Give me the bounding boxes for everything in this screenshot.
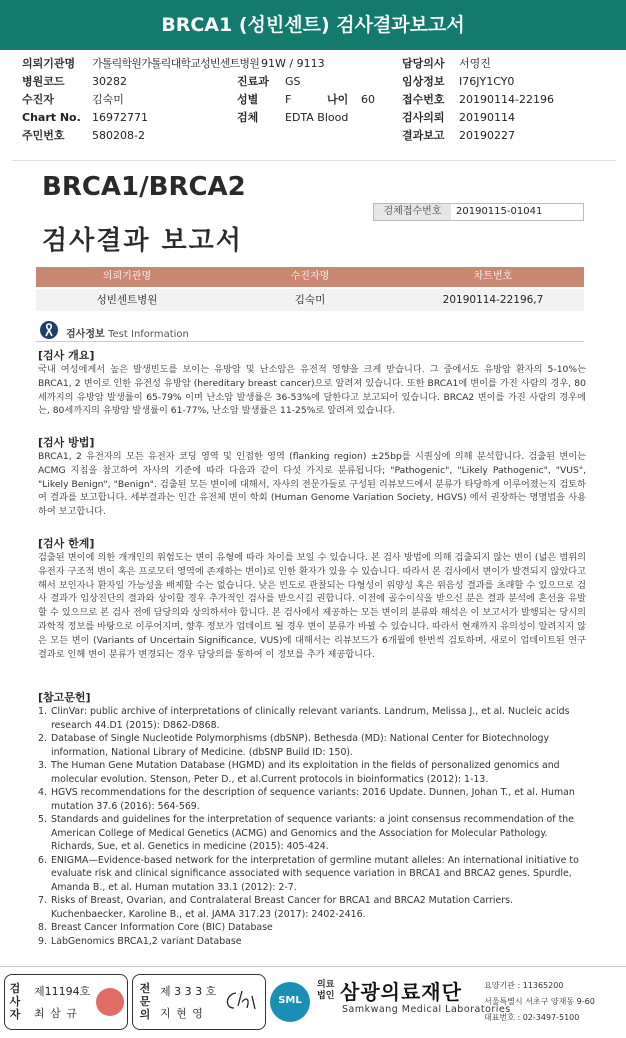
value-doctor: 서영진 (459, 57, 491, 70)
reference-item: 9. LabGenomics BRCA1,2 variant Database (38, 935, 242, 947)
corp-tag: 의료 법인 (317, 980, 335, 1001)
label: 접수번호 (402, 93, 445, 106)
lab-logo (270, 982, 310, 1022)
cell-chart: 20190114-22196,7 (442, 294, 544, 306)
report-title: BRCA1 (성빈센트) 검사결과보고서 (0, 0, 626, 50)
section-divider (36, 341, 584, 342)
specialist-name: 지 현 영 (160, 1007, 204, 1020)
value-institution: 가톨릭학원가톨릭대학교성빈센트병원 (92, 57, 260, 70)
value-report-date: 20190227 (459, 129, 515, 142)
specimen-number: 20190115-01041 (456, 206, 543, 217)
value-age: 60 (361, 93, 375, 106)
value-request-date: 20190114 (459, 111, 515, 124)
references-list (38, 705, 586, 948)
label: 검사의뢰 (402, 111, 445, 124)
logo-text: SML (278, 995, 302, 1006)
value-chart-no: 16972771 (92, 111, 148, 124)
limit-text: 검출된 변이에 의한 개개인의 위험도는 변이 유형에 따라 차이를 보일 수 있습니다. 본 검사 방법에 의해 검출되지 않는 변이 (넓은 범위의 유전자 구조적 변이 혹은 프로모터 영역에 존재하는 변이)로 인한 환자가 있을 수 있습니다. 따라서 본 검사에서 변이가 발견되지 않았다고 해서 보인자나 환자일 가능성을 배제할 수는 없습니다. 낮은 빈도로 관찰되는 다형성이 위양성 혹은 위음성 결과를 초래할 수 있으므로 검사 결과가 임상진단의 결과와 상이할 경우 추가적인 검사를 받으시길 권합니다. 이전에 골수이식을 받으신 분은 결과 분석에 혼선을 유발할 수 있으므로 본 검사 전에 담당의와 상의하셔야 합니다. 본 검사에서 제공하는 모든 변이의 분류와 해석은 이 보고서가 발행되는 당시의 과학적 정보를 바탕으로 이루어지며, 향후 정보가 업데이트 될 경우 변이 분류가 바뀔 수 있습니다. 따라서 현재까지 유의성이 알려지지 않은 모든 변이 (Variants of Uncertain Significance, VUS)에 대해서는 리뷰보드가 6개월에 한번씩 검토하며, 새로이 업데이트된 연구 결과로 인해 변이 분류가 변경되는 경우 담당의를 통하여 이 정보를 추가 제공합니다. (38, 552, 586, 660)
cell-institution: 성빈센트병원 (96, 294, 158, 306)
info-table-row (36, 289, 584, 311)
reference-item: 5. Standards and guidelines for the interpretation of sequence variants: a joint consensus recommendation of the American College of Medical Genetics (ACMG) and Genomics and the Association for Molecular Pathology. Richards, Sue, et al. Genetics in medicine (2015): 405-424. (38, 814, 574, 852)
col-institution: 의뢰기관명 (102, 271, 152, 282)
specimen-label: 검체접수번호 (374, 204, 451, 220)
lab-info (484, 978, 595, 1026)
overview-text: 국내 여성에게서 높은 발생빈도를 보이는 유방암 및 난소암은 유전적 영향을 크게 받습니다. 그 중에서도 유방암 환자의 5-10%는 BRCA1, 2 변이로 인한 유전성 유방암 (hereditary breast cancer)으로 알려져 있습니다. 또한 BRCA1에 변이를 가진 사람의 경우, 80세까지의 유방암 발생률이 65-79% 이며 난소암 발생률은 36-53%에 달한다고 보고되어 있습니다. BRCA2 변이를 가진 사람의 경우에는, 80세까지의 유방암 발생률이 61-77%, 난소암 발생률은 11-25%로 알려져 있습니다. (38, 364, 586, 417)
value-specimen: EDTA Blood (285, 111, 349, 124)
value-clinical-info: I76JY1CY0 (459, 75, 515, 88)
reference-item: 6. ENIGMA—Evidence-based network for the interpretation of germline mutant alleles: An international initiative to evaluate risk and clinical significance associated with sequence variation in BRCA1 and BRCA2 genes. Spurdle, Amanda B., et al. Human mutation 33.1 (2012): 2-7. (38, 854, 579, 893)
cell-patient: 김숙미 (294, 294, 326, 306)
reference-item: 4. HGVS recommendations for the description of sequence variants: 2016 Update. Dunnen, Johan T., et al. Human mutation 37.6 (2016): 564-569. (38, 787, 575, 812)
value-ward: 91W / 9113 (261, 57, 325, 70)
report-heading-title: 검사결과 보고서 (42, 226, 243, 256)
label: 담당의사 (402, 57, 445, 70)
value-sex: F (285, 93, 292, 106)
label: 수진자 (22, 93, 54, 106)
lab-name: 삼광의료재단 (340, 980, 462, 1004)
label: 임상정보 (402, 75, 445, 88)
label: Chart No. (22, 111, 81, 124)
label: 성별 (237, 93, 259, 106)
reference-item: 3. The Human Gene Mutation Database (HGMD) and its exploitation in the fields of personalized genomics and molecular evolution. Stenson, Peter D., et al.Current protocols in bioinformatics (2012): 1-13. (38, 760, 560, 785)
method-heading: [검사 방법] (38, 436, 95, 449)
header-right (402, 55, 554, 145)
value-receipt-no: 20190114-22196 (459, 93, 554, 106)
header-mid (237, 73, 375, 127)
label: 검체 (237, 111, 259, 124)
col-chart: 차트번호 (473, 271, 513, 282)
label: 주민번호 (22, 129, 65, 142)
limit-heading: [검사 한계] (38, 537, 95, 550)
label: 결과보고 (402, 129, 445, 142)
inspector-label: 검사자 (9, 982, 21, 1021)
inspector-name: 최 삼 규 (34, 1007, 78, 1020)
specialist-label: 전문의 (139, 982, 151, 1021)
specimen-number-box (373, 203, 584, 221)
ribbon-icon (40, 321, 58, 339)
info-table-header (36, 267, 584, 287)
label: 나이 (327, 93, 349, 106)
reference-item: 2. Database of Single Nucleotide Polymorphisms (dbSNP). Bethesda (MD): National Center for Biotechnology information, National Library of Medicine. (dbSNP Build ID: 150). (38, 733, 550, 758)
section-title-ko: 검사정보 (66, 329, 105, 340)
info-line: 서울특별시 서초구 양재동 9-60 (484, 997, 595, 1006)
value-dept: GS (285, 75, 301, 88)
value-patient: 김숙미 (92, 93, 124, 106)
label: 의뢰기관명 (22, 57, 76, 70)
report-heading-gene: BRCA1/BRCA2 (42, 172, 246, 202)
label: 진료과 (237, 75, 269, 88)
overview-heading: [검사 개요] (38, 349, 95, 362)
signature (222, 988, 258, 1018)
specialist-license: 제 3 3 3 호 (160, 985, 217, 998)
reference-item: 1. ClinVar: public archive of interpretations of clinically relevant variants. Landrum, Melissa J., et al. Nucleic acids research 44.D1 (2015): D862-D868. (38, 706, 570, 731)
info-line: 요양기관 : 11365200 (484, 981, 564, 990)
seal-stamp (96, 988, 124, 1016)
reference-item: 8. Breast Cancer Information Core (BIC) Database (38, 922, 273, 933)
section-title (66, 325, 189, 340)
value-id-no: 580208-2 (92, 129, 145, 142)
section-title-en: Test Information (108, 329, 189, 340)
label: 병원코드 (22, 75, 65, 88)
lab-name-en: Samkwang Medical Laboratories (342, 1004, 511, 1015)
method-text: BRCA1, 2 유전자의 모든 유전자 코딩 영역 및 인접한 영역 (flanking region) ±25bp를 시퀀싱에 의해 분석합니다. 검출된 변이는 ACMG 지침을 참고하여 자사의 기준에 따라 다음과 같이 다섯 가지로 분류됩니다; "Pathogenic", "Likely Pathogenic", "VUS", "Likely Benign", "Benign". 검출된 모든 변이에 대해서, 자사의 전문가들로 구성된 리뷰보드에서 분류가 타당하게 이루어졌는지 검토하여 결과를 보고합니다. 세부결과는 인간 유전체 변이 학회 (Human Genome Variation Society, HGVS) 에서 권장하는 명명법을 사용하여 보고합니다. (38, 451, 586, 518)
value-hospital-code: 30282 (92, 75, 127, 88)
inspector-license: 제11194호 (34, 985, 91, 998)
col-patient: 수진자명 (290, 271, 330, 282)
references-heading: [참고문헌] (38, 691, 91, 704)
info-line: 대표번호 : 02-3497-5100 (484, 1013, 580, 1022)
reference-item: 7. Risks of Breast, Ovarian, and Contralateral Breast Cancer for BRCA1 and BRCA2 Mutation Carriers. Kuchenbaecker, Karoline B., et al. JAMA 317.23 (2017): 2402-2416. (38, 895, 513, 920)
